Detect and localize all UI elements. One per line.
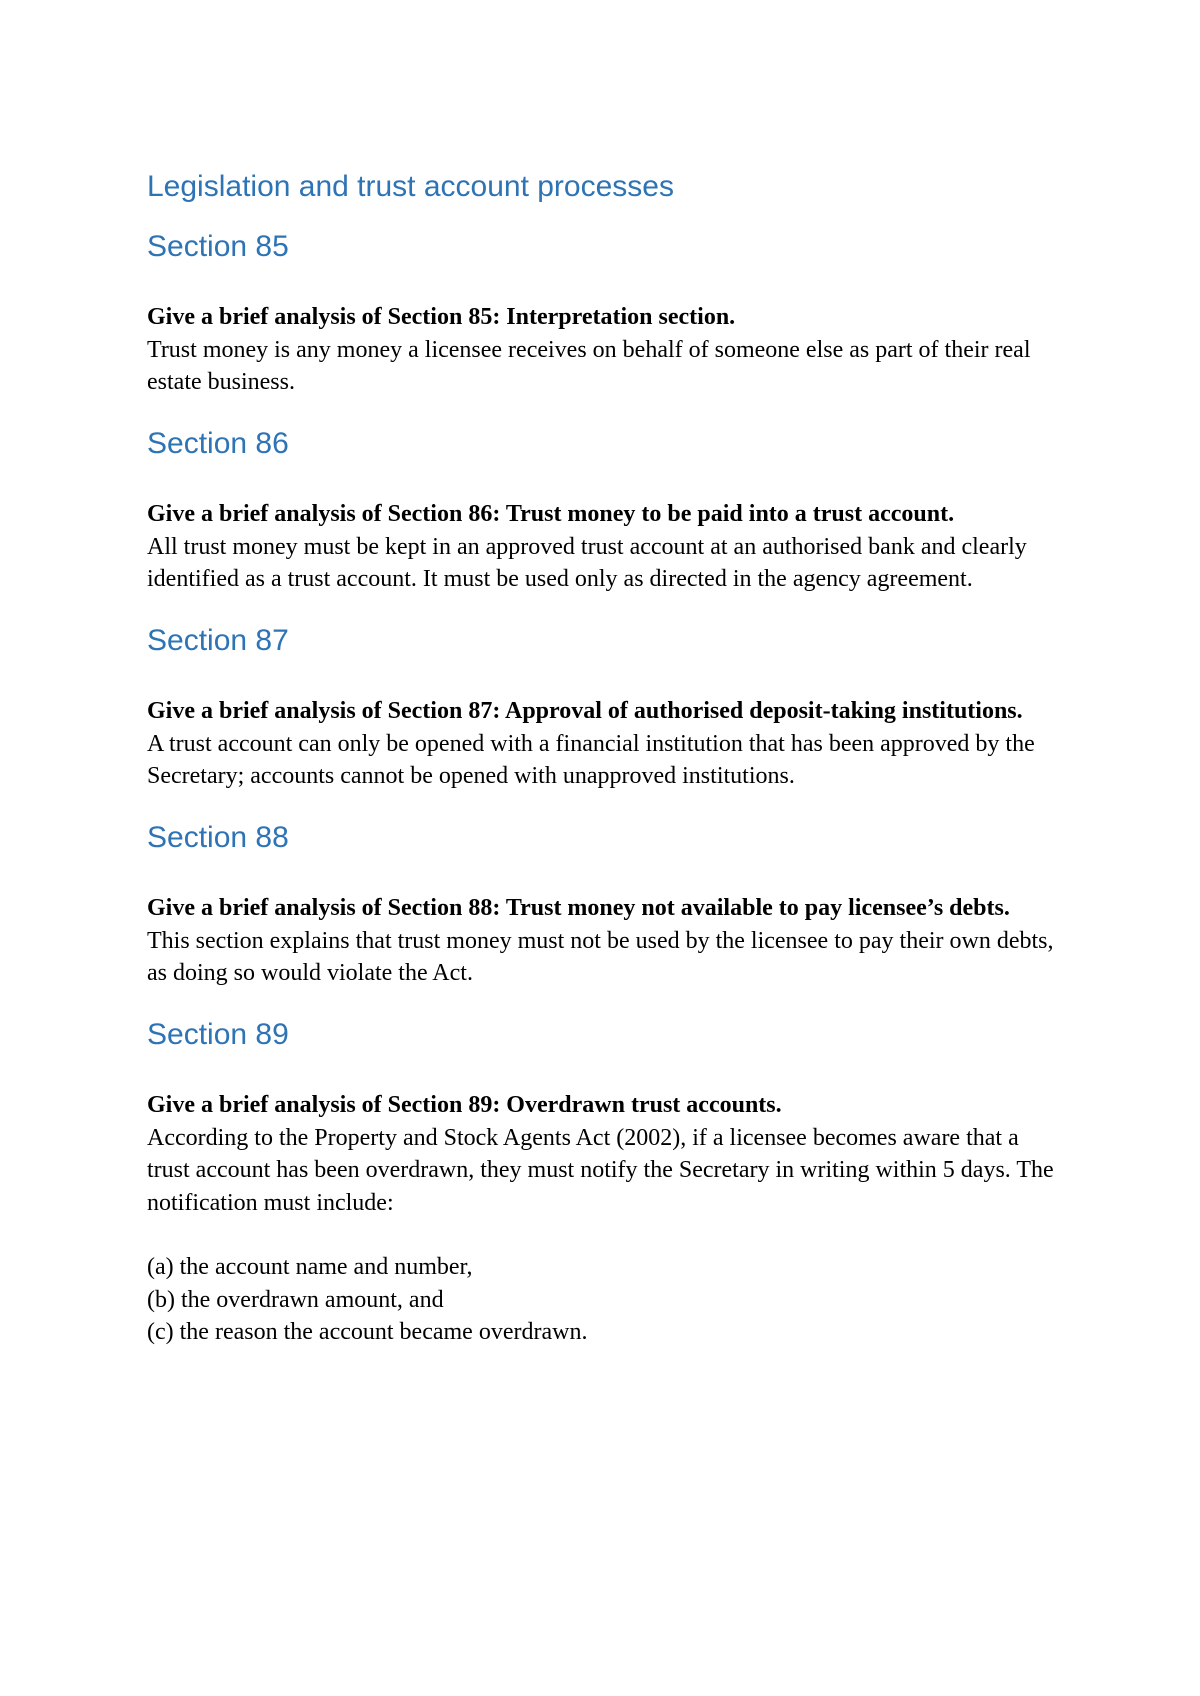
section-answer: A trust account can only be opened with a financial institution that has been approved by the Secretary; accounts cannot be opened with unapproved institutions. [147, 730, 1035, 789]
section-question: Give a brief analysis of Section 87: Approval of authorised deposit-taking institutions. [147, 698, 1023, 724]
section-answer: This section explains that trust money must not be used by the licensee to pay their own debts, as doing so would violate the Act. [147, 927, 1054, 986]
section-heading: Section 89 [147, 1017, 289, 1051]
list-item: (c) the reason the account became overdrawn. [147, 1319, 588, 1345]
section-88 [147, 819, 1067, 990]
section-question: Give a brief analysis of Section 89: Overdrawn trust accounts. [147, 1092, 782, 1118]
document-title: Legislation and trust account processes [147, 170, 674, 203]
section-89 [147, 1016, 1067, 1349]
section-86 [147, 425, 1067, 596]
section-question: Give a brief analysis of Section 88: Trust money not available to pay licensee’s debts. [147, 895, 1010, 921]
section-heading: Section 88 [147, 820, 289, 854]
document-body [147, 168, 1067, 1349]
section-answer: According to the Property and Stock Agents Act (2002), if a licensee becomes aware that a trust account has been overdrawn, they must notify the Secretary in writing within 5 days. The notification must include: [147, 1124, 1054, 1216]
section-heading: Section 87 [147, 623, 289, 657]
section-answer: All trust money must be kept in an approved trust account at an authorised bank and clearly identified as a trust account. It must be used only as directed in the agency agreement. [147, 533, 1027, 592]
section-87 [147, 622, 1067, 793]
section-85 [147, 228, 1067, 399]
list-item: (b) the overdrawn amount, and [147, 1286, 444, 1313]
section-question: Give a brief analysis of Section 85: Interpretation section. [147, 304, 736, 330]
section-question: Give a brief analysis of Section 86: Trust money to be paid into a trust account. [147, 501, 955, 527]
section-heading: Section 86 [147, 426, 289, 460]
section-heading: Section 85 [147, 229, 289, 263]
list-item: (a) the account name and number, [147, 1254, 473, 1280]
section-answer: Trust money is any money a licensee receives on behalf of someone else as part of their real estate business. [147, 336, 1031, 395]
notification-requirements-list [147, 1251, 1067, 1349]
